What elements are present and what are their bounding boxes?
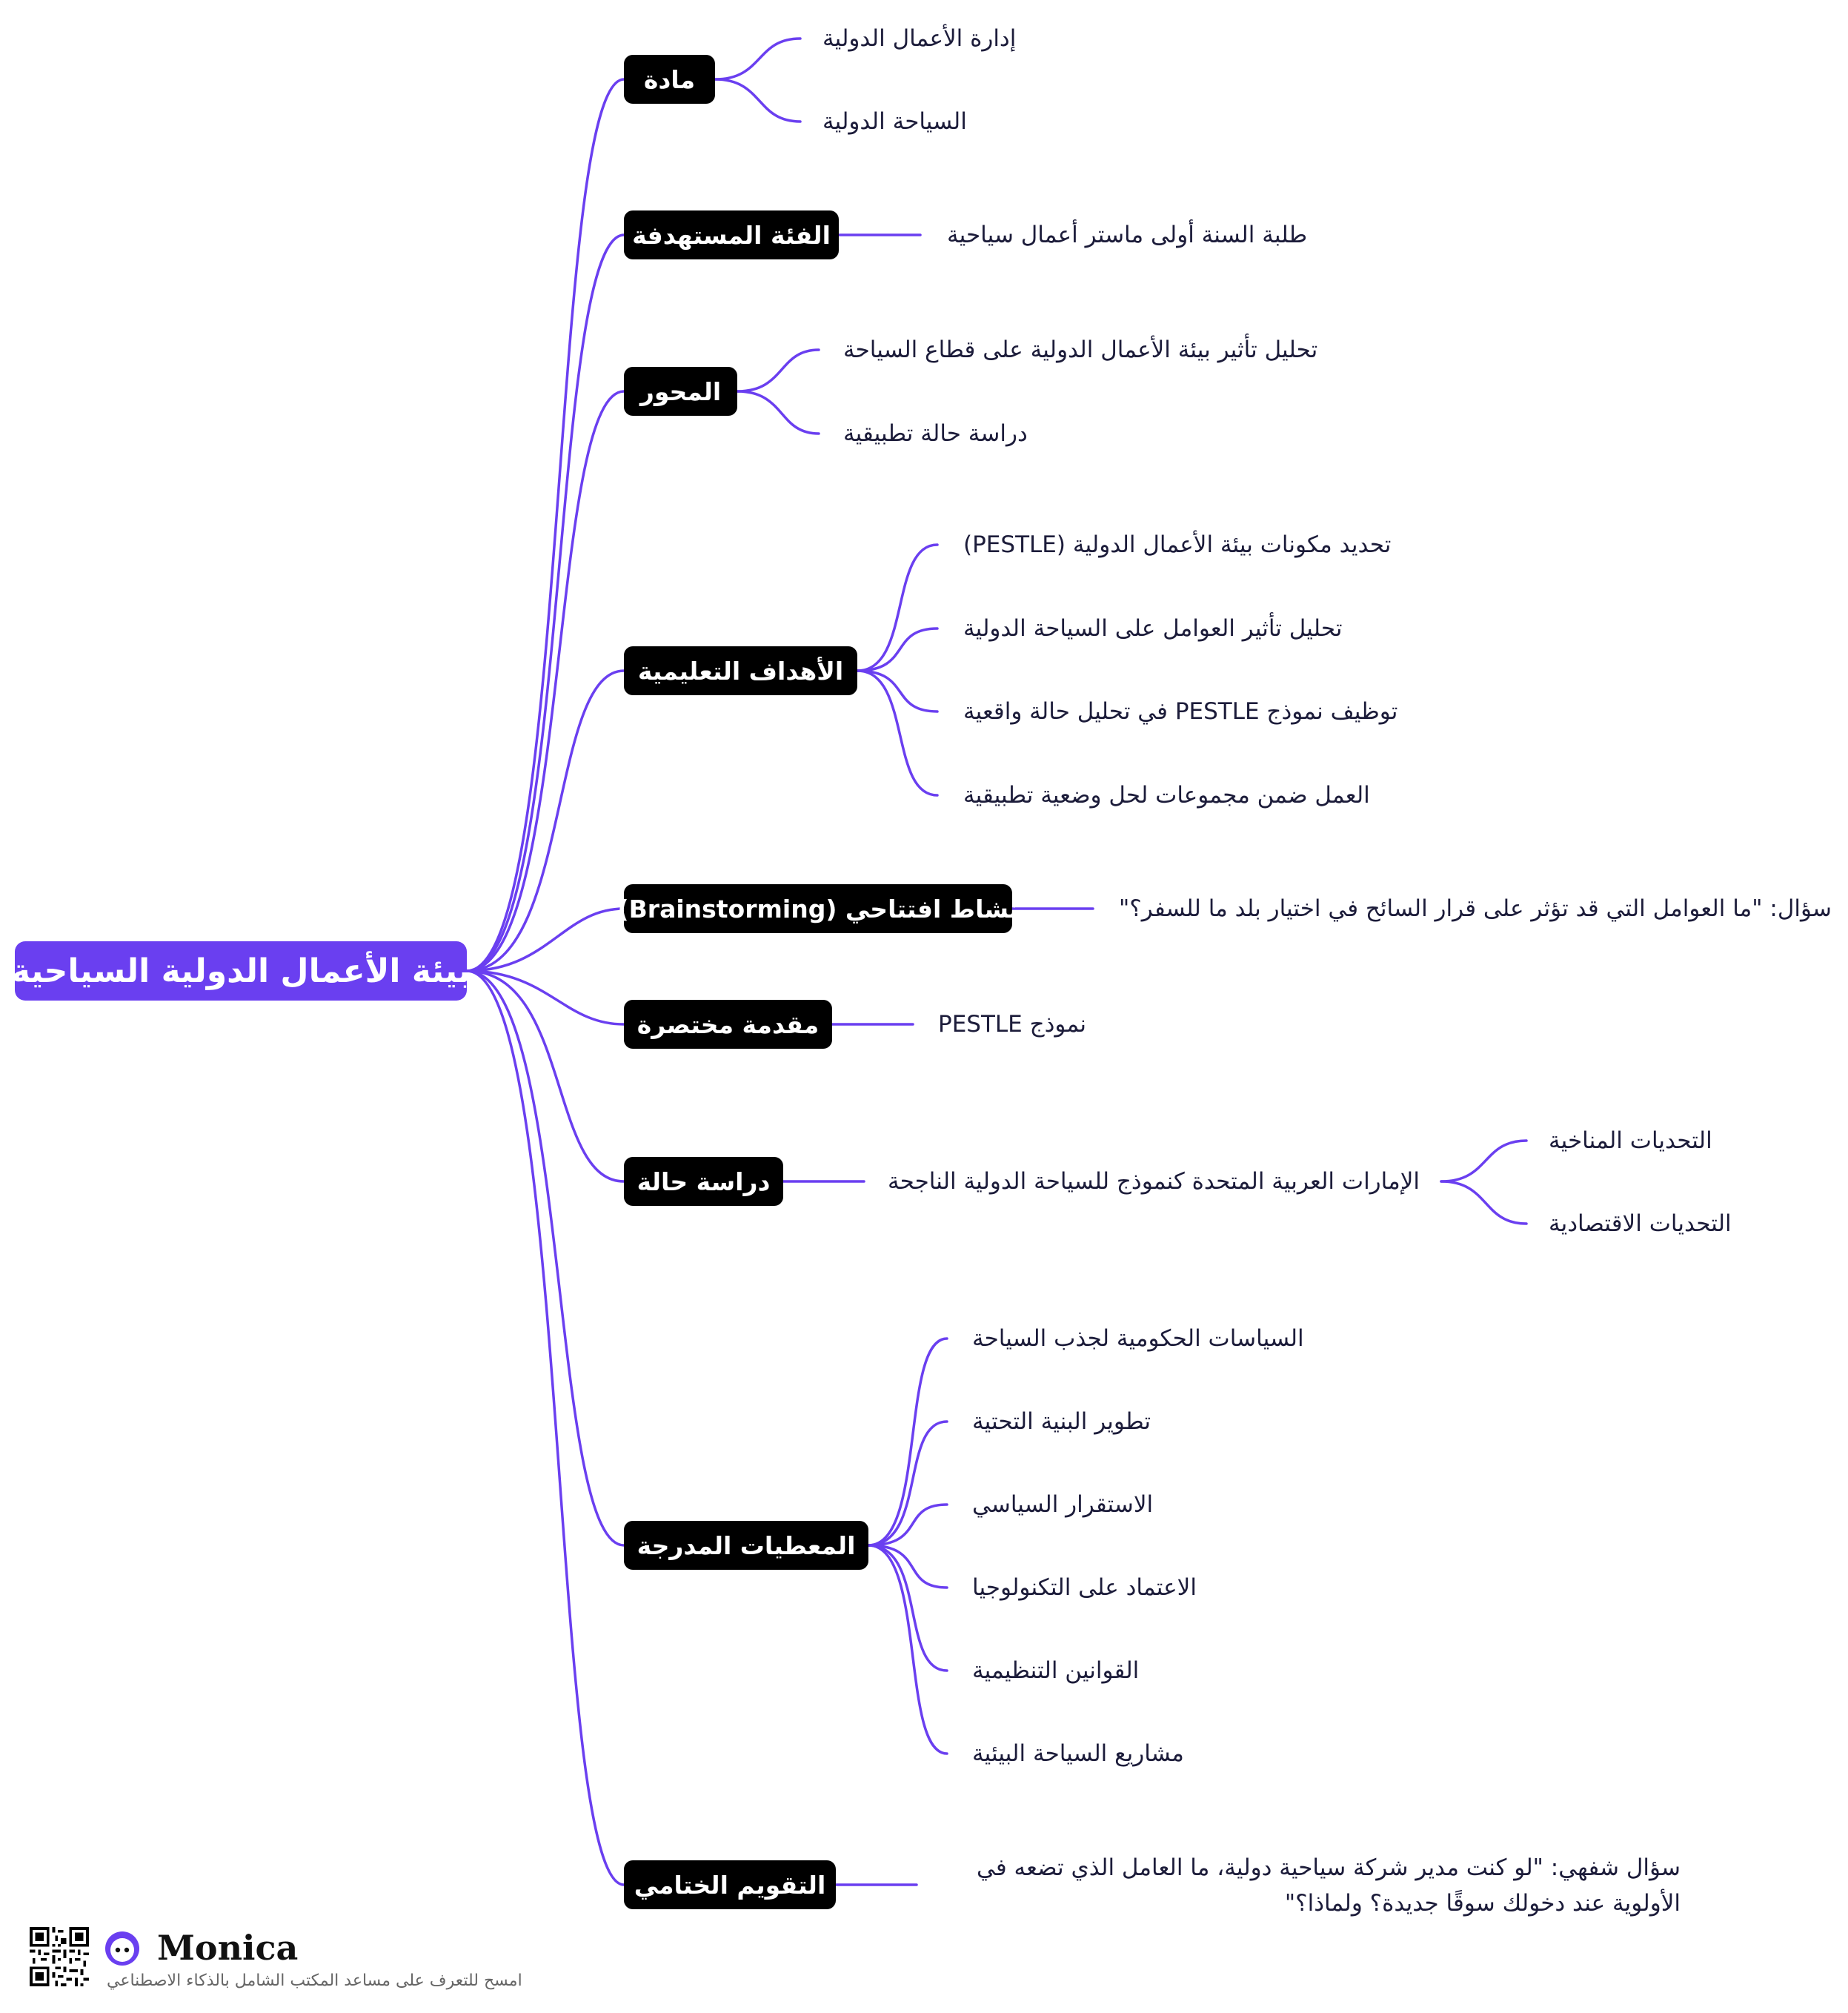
connector-case-gc-1 <box>1441 1141 1526 1181</box>
connector-axis-1 <box>737 350 819 391</box>
connector-root-madda <box>467 79 624 971</box>
footer-branding <box>30 1927 548 2001</box>
root-topic[interactable]: بيئة الأعمال الدولية السياحية <box>15 941 467 1001</box>
branch-subject[interactable]: مادة <box>624 55 715 104</box>
leaf-objective-3[interactable]: توظيف نموذج PESTLE في تحليل حالة واقعية <box>963 698 1398 725</box>
connector-data-2 <box>868 1422 947 1545</box>
leaf-international-business[interactable]: إدارة الأعمال الدولية <box>822 25 1017 52</box>
connector-case-gc-2 <box>1441 1181 1526 1224</box>
leaf-uae-case[interactable]: الإمارات العربية المتحدة كنموذج للسياحة الدولية الناجحة <box>888 1168 1420 1195</box>
leaf-brainstorm-question[interactable]: سؤال: "ما العوامل التي قد تؤثر على قرار السائح في اختيار بلد ما للسفر؟" <box>1119 895 1832 922</box>
monica-logo-icon <box>104 1930 141 1967</box>
connector-data-1 <box>868 1339 947 1545</box>
qr-code-icon <box>30 1927 89 1986</box>
leaf-data-6[interactable]: مشاريع السياحة البيئية <box>972 1740 1184 1767</box>
branch-given-data[interactable]: المعطيات المدرجة <box>624 1521 868 1570</box>
leaf-data-1[interactable]: السياسات الحكومية لجذب السياحة <box>972 1325 1304 1352</box>
connector-root-intro <box>467 971 624 1024</box>
branch-objectives[interactable]: الأهداف التعليمية <box>624 646 857 695</box>
branch-final-evaluation[interactable]: التقويم الختامي <box>624 1860 836 1909</box>
connector-obj-3 <box>857 671 937 712</box>
brand-name: Monica <box>157 1928 299 1968</box>
leaf-oral-question[interactable]: سؤال شفهي: "لو كنت مدير شركة سياحية دولية، ما العامل الذي تضعه في الأولوية عند دخولك سوقًا جديدة؟ ولماذا؟" <box>977 1854 1681 1917</box>
connector-madda-1 <box>715 39 800 79</box>
connector-data-6 <box>868 1545 947 1754</box>
connector-obj-2 <box>857 629 937 671</box>
leaf-pestle-model[interactable]: نموذج PESTLE <box>938 1011 1086 1038</box>
connector-root-eval <box>467 971 624 1885</box>
connector-root-axis <box>467 391 624 971</box>
leaf-target-students[interactable]: طلبة السنة أولى ماستر أعمال سياحية <box>947 222 1308 248</box>
leaf-objective-1[interactable]: تحديد مكونات بيئة الأعمال الدولية (PESTLE) <box>963 531 1392 558</box>
leaf-axis-case[interactable]: دراسة حالة تطبيقية <box>843 420 1028 447</box>
branch-target-group[interactable]: الفئة المستهدفة <box>624 210 839 259</box>
connector-data-5 <box>868 1545 947 1671</box>
connector-data-4 <box>868 1545 947 1588</box>
leaf-economic-challenges[interactable]: التحديات الاقتصادية <box>1549 1210 1732 1237</box>
connector-data-3 <box>868 1505 947 1545</box>
leaf-data-4[interactable]: الاعتماد على التكنولوجيا <box>972 1574 1197 1601</box>
branch-case-study[interactable]: دراسة حالة <box>624 1157 783 1206</box>
branch-brainstorming[interactable]: نشاط افتتاحي (Brainstorming) <box>624 884 1012 933</box>
leaf-objective-2[interactable]: تحليل تأثير العوامل على السياحة الدولية <box>963 615 1343 642</box>
leaf-objective-4[interactable]: العمل ضمن مجموعات لحل وضعية تطبيقية <box>963 782 1370 809</box>
connector-root-case <box>467 971 624 1181</box>
branch-axis[interactable]: المحور <box>624 367 737 416</box>
branch-intro[interactable]: مقدمة مختصرة <box>624 1000 832 1049</box>
connector-axis-2 <box>737 391 819 434</box>
connector-root-data <box>467 971 624 1545</box>
brand-caption: امسح للتعرف على مساعد المكتب الشامل بالذكاء الاصطناعي <box>107 1971 522 1990</box>
leaf-climate-challenges[interactable]: التحديات المناخية <box>1549 1127 1712 1154</box>
leaf-data-2[interactable]: تطوير البنية التحتية <box>972 1408 1151 1435</box>
leaf-international-tourism[interactable]: السياحة الدولية <box>822 108 967 135</box>
leaf-axis-analysis[interactable]: تحليل تأثير بيئة الأعمال الدولية على قطاع السياحة <box>843 336 1318 363</box>
leaf-data-5[interactable]: القوانين التنظيمية <box>972 1657 1140 1684</box>
leaf-data-3[interactable]: الاستقرار السياسي <box>972 1491 1154 1518</box>
connector-madda-2 <box>715 79 800 122</box>
connector-root-brainstorm <box>467 909 624 971</box>
